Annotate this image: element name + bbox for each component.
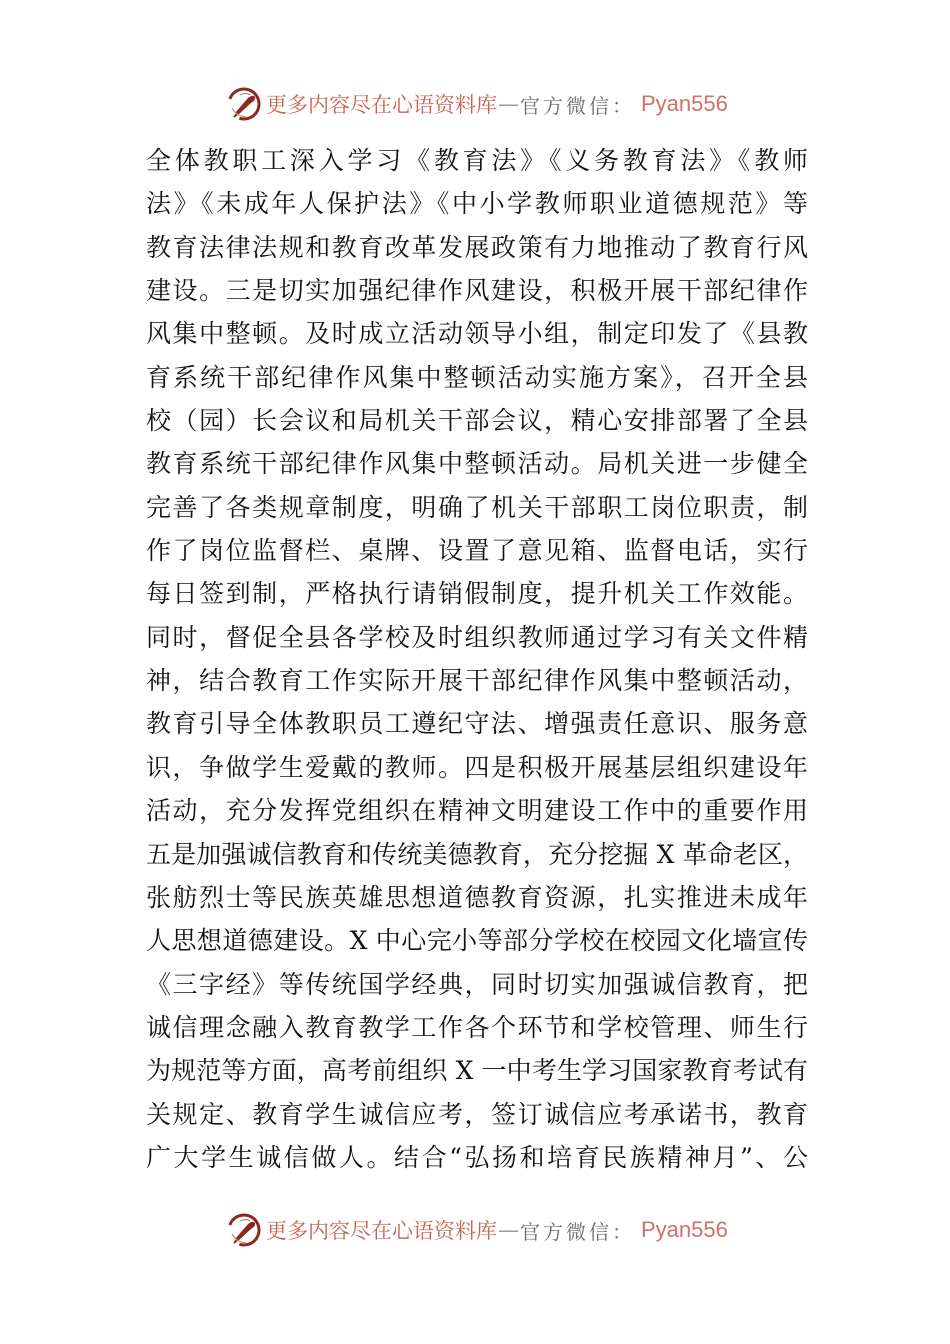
banner-dash: — xyxy=(498,1218,519,1242)
body-line: 人思想道德建设。X 中心完小等部分学校在校园文化墙宣传 xyxy=(146,926,808,956)
body-line: 关规定、教育学生诚信应考，签订诚信应考承诺书，教育 xyxy=(146,1099,808,1129)
body-line: 校（园）长会议和局机关干部会议，精心安排部署了全县 xyxy=(146,406,808,436)
body-line: 五是加强诚信教育和传统美德教育，充分挖掘 X 革命老区， xyxy=(146,839,808,869)
body-line: 完善了各类规章制度，明确了机关干部职工岗位职责，制 xyxy=(146,492,808,522)
body-line: 作了岗位监督栏、桌牌、设置了意见箱、监督电话，实行 xyxy=(146,536,808,566)
body-line: 为规范等方面，高考前组织 X 一中考生学习国家教育考试有 xyxy=(146,1056,808,1086)
body-line: 教育系统干部纪律作风集中整顿活动。局机关进一步健全 xyxy=(146,449,808,479)
body-line: 同时，督促全县各学校及时组织教师通过学习有关文件精 xyxy=(146,622,808,652)
header-banner xyxy=(226,84,728,124)
body-line: 广大学生诚信做人。结合“弘扬和培育民族精神月”、公 xyxy=(146,1142,808,1172)
body-line: 每日签到制，严格执行请销假制度，提升机关工作效能。 xyxy=(146,579,808,609)
body-line: 诚信理念融入教育教学工作各个环节和学校管理、师生行 xyxy=(146,1012,808,1042)
body-line: 教育引导全体教职员工遵纪守法、增强责任意识、服务意 xyxy=(146,709,808,739)
banner-wechat-id: Pyan556 xyxy=(641,1217,728,1242)
banner-official-wechat-label: 官方微信： xyxy=(520,93,635,118)
body-line: 识，争做学生爱戴的教师。四是积极开展基层组织建设年 xyxy=(146,752,808,782)
document-body xyxy=(146,139,808,1179)
footer-banner xyxy=(226,1210,728,1250)
banner-wechat-id: Pyan556 xyxy=(641,91,728,116)
body-line: 育系统干部纪律作风集中整顿活动实施方案》，召开全县 xyxy=(146,362,808,392)
body-line: 张舫烈士等民族英雄思想道德教育资源，扎实推进未成年 xyxy=(146,882,808,912)
body-line: 《三字经》等传统国学经典，同时切实加强诚信教育，把 xyxy=(146,969,808,999)
banner-brand-text: 更多内容尽在心语资料库 xyxy=(266,1219,497,1243)
body-line: 建设。三是切实加强纪律作风建设，积极开展干部纪律作 xyxy=(146,276,808,306)
body-line: 活动，充分发挥党组织在精神文明建设工作中的重要作用 xyxy=(146,796,808,826)
body-line: 全体教职工深入学习《教育法》《义务教育法》《教师 xyxy=(146,146,808,175)
body-line: 风集中整顿。及时成立活动领导小组，制定印发了《县教 xyxy=(146,319,808,349)
banner-dash: — xyxy=(498,92,519,116)
body-line: 教育法律法规和教育改革发展政策有力地推动了教育行风 xyxy=(146,232,808,262)
banner-brand-text: 更多内容尽在心语资料库 xyxy=(266,93,497,117)
banner-official-wechat-label: 官方微信： xyxy=(520,1219,635,1244)
body-line: 神，结合教育工作实际开展干部纪律作风集中整顿活动， xyxy=(146,666,808,696)
quill-pen-logo-icon xyxy=(226,86,262,122)
quill-pen-logo-icon xyxy=(226,1212,262,1248)
body-line: 法》《未成年人保护法》《中小学教师职业道德规范》等 xyxy=(146,189,808,219)
